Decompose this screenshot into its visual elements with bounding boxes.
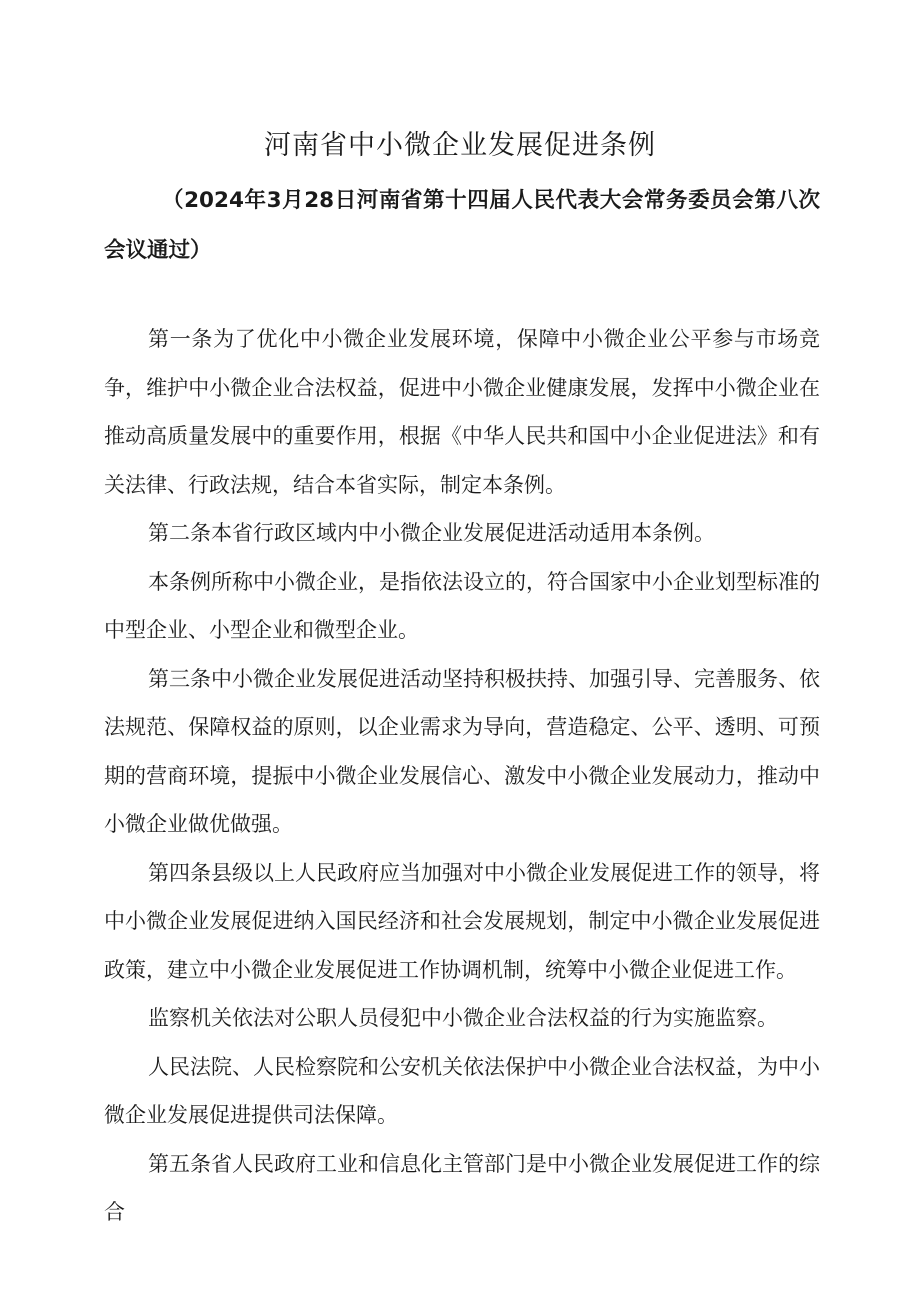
document-title: 河南省中小微企业发展促进条例	[264, 130, 656, 161]
paragraph-article-1: 第一条为了优化中小微企业发展环境，保障中小微企业公平参与市场竞争，维护中小微企业合法权益，促进中小微企业健康发展，发挥中小微企业在推动高质量发展中的重要作用，根据《中华人民共和国中小企业促进法》和有关法律、行政法规，结合本省实际，制定本条例。	[104, 327, 820, 497]
paragraph-article-4-judicial: 人民法院、人民检察院和公安机关依法保护中小微企业合法权益，为中小微企业发展促进提供司法保障。	[104, 1054, 820, 1127]
paragraph-article-4: 第四条县级以上人民政府应当加强对中小微企业发展促进工作的领导，将中小微企业发展促进纳入国民经济和社会发展规划，制定中小微企业发展促进政策，建立中小微企业发展促进工作协调机制，统筹中小微企业促进工作。	[104, 860, 820, 982]
document-subtitle: （2024年3月28日河南省第十四届人民代表大会常务委员会第八次会议通过）	[104, 188, 820, 263]
paragraph-article-2: 第二条本省行政区域内中小微企业发展促进活动适用本条例。	[148, 521, 715, 545]
document-body	[104, 315, 820, 1237]
paragraph-article-3: 第三条中小微企业发展促进活动坚持积极扶持、加强引导、完善服务、依法规范、保障权益的原则，以企业需求为导向，营造稳定、公平、透明、可预期的营商环境，提振中小微企业发展信心、激发中小微企业发展动力，推动中小微企业做优做强。	[104, 666, 820, 836]
paragraph-article-4-supervision: 监察机关依法对公职人员侵犯中小微企业合法权益的行为实施监察。	[148, 1006, 778, 1030]
paragraph-article-5: 第五条省人民政府工业和信息化主管部门是中小微企业发展促进工作的综合	[104, 1151, 820, 1224]
paragraph-article-2-definition: 本条例所称中小微企业，是指依法设立的，符合国家中小企业划型标准的中型企业、小型企业和微型企业。	[104, 569, 820, 642]
